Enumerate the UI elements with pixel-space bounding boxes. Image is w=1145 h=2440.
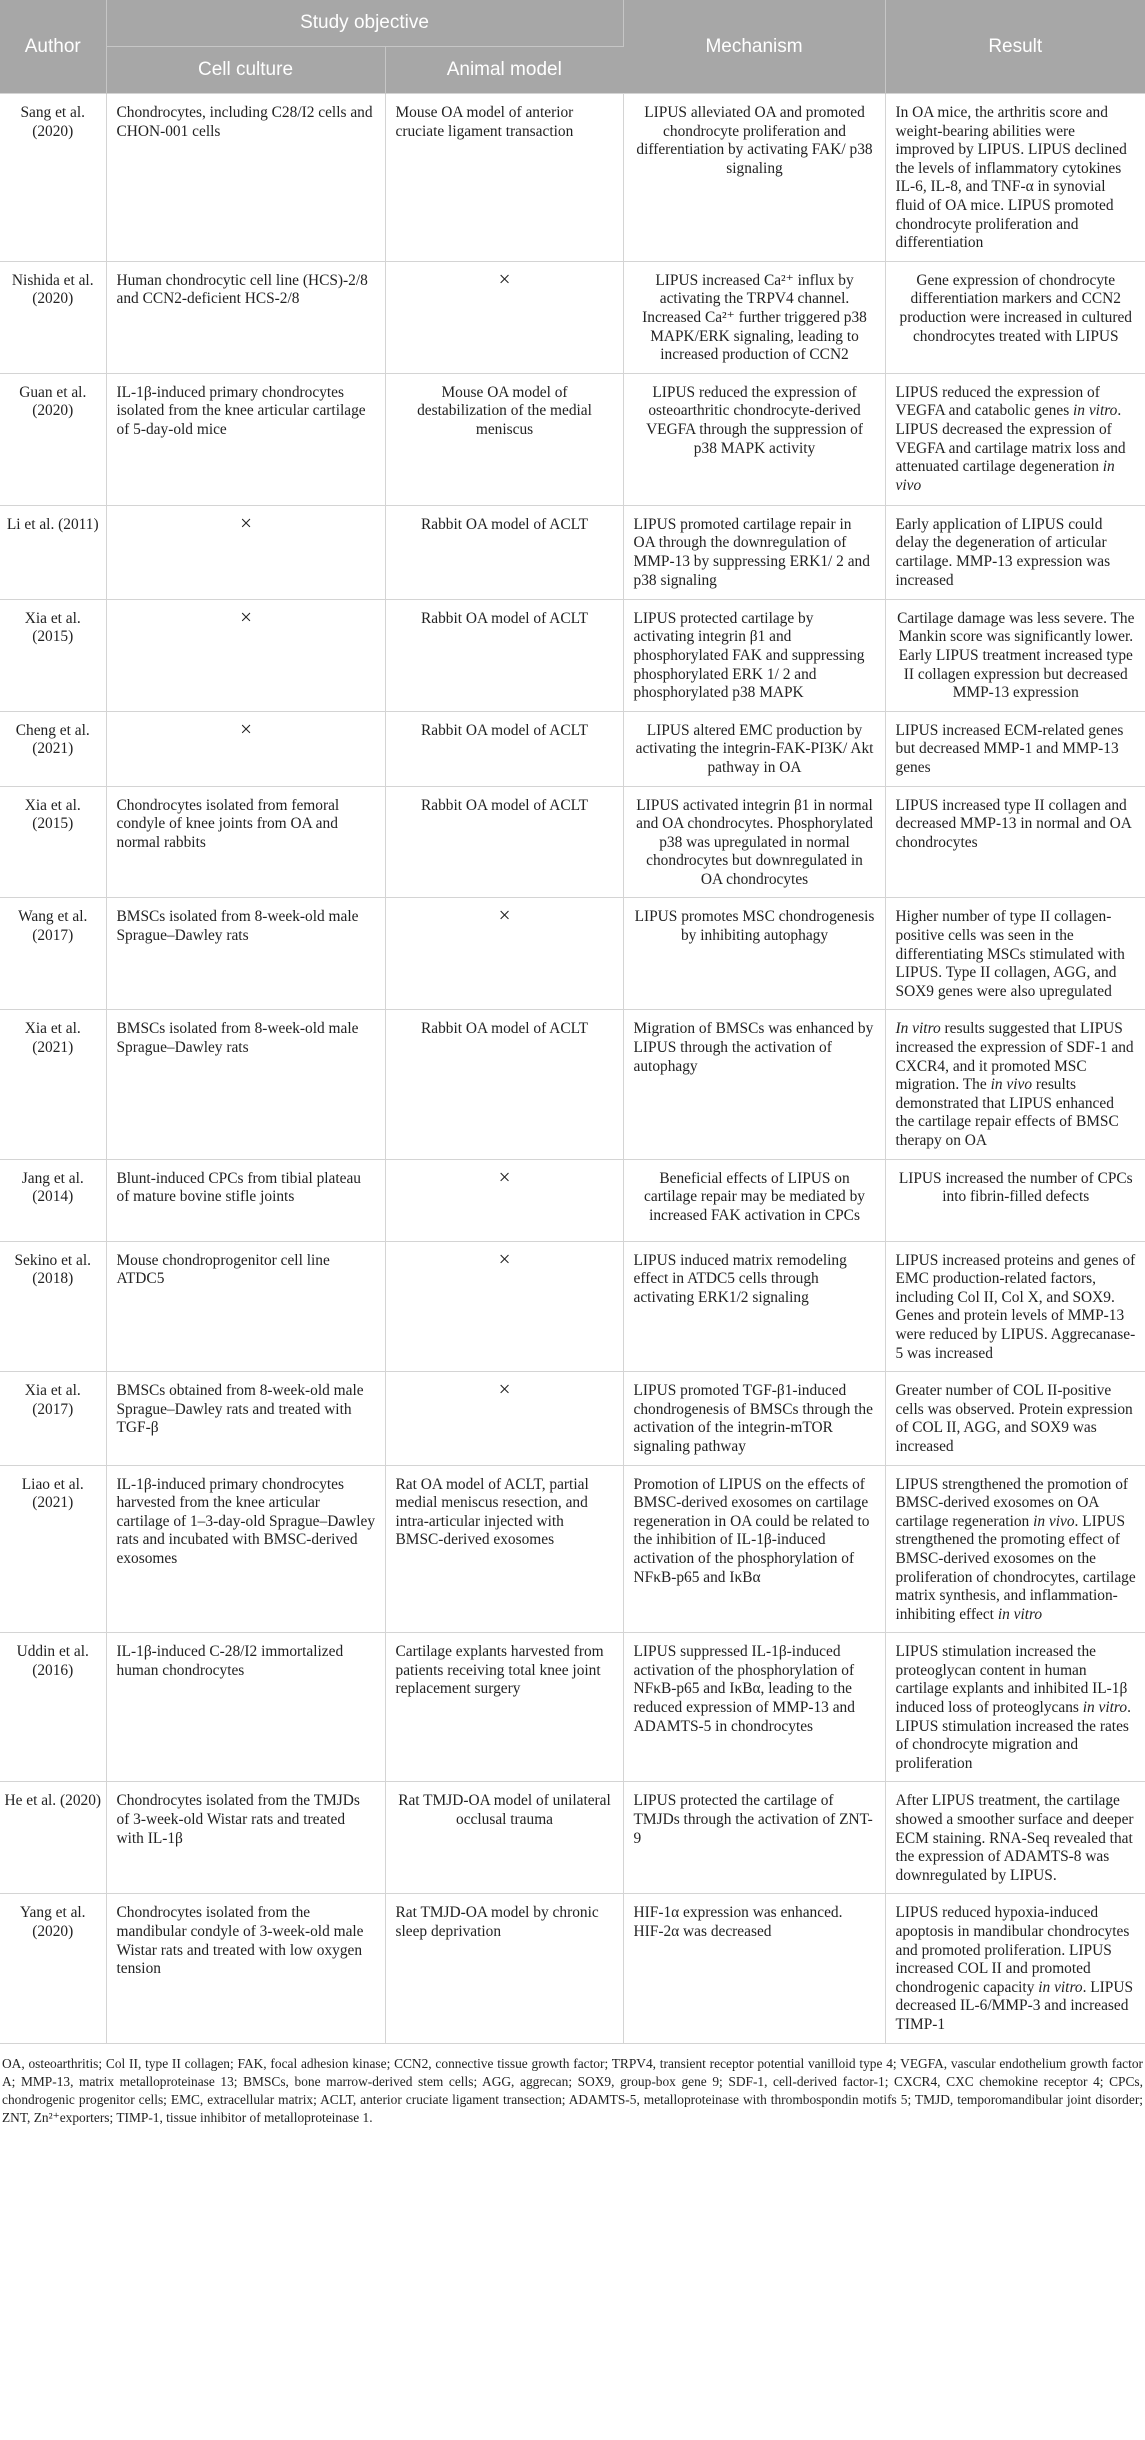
mechanism-cell: Promotion of LIPUS on the effects of BMSC-derived exosomes on cartilage regeneration in OA could be related to the inhibition of IL-1β-induced activation of the phosphorylation of NFκB-p65 and IκBα: [623, 1465, 885, 1633]
header-animal-model: Animal model: [385, 47, 623, 94]
result-cell: LIPUS increased type II collagen and decreased MMP-13 in normal and OA chondrocytes: [885, 786, 1145, 898]
cell-culture-cell: IL-1β-induced primary chondrocytes isolated from the knee articular cartilage of 5-day-old mice: [106, 373, 385, 505]
cell-culture-cell: Blunt-induced CPCs from tibial plateau of mature bovine stifle joints: [106, 1159, 385, 1241]
result-cell: Gene expression of chondrocyte differentiation markers and CCN2 production were increased in cultured chondrocytes treated with LIPUS: [885, 261, 1145, 373]
author-cell: Jang et al. (2014): [0, 1159, 106, 1241]
mechanism-cell: LIPUS activated integrin β1 in normal and OA chondrocytes. Phosphorylated p38 was upregulated in normal chondrocytes but downregulated in OA chondrocytes: [623, 786, 885, 898]
cell-culture-cell: Mouse chondroprogenitor cell line ATDC5: [106, 1241, 385, 1372]
cell-culture-cell: Chondrocytes isolated from the TMJDs of 3-week-old Wistar rats and treated with IL-1β: [106, 1782, 385, 1894]
table-row: [0, 261, 1145, 373]
author-cell: Xia et al. (2015): [0, 786, 106, 898]
mechanism-cell: Migration of BMSCs was enhanced by LIPUS through the activation of autophagy: [623, 1010, 885, 1159]
result-cell: After LIPUS treatment, the cartilage showed a smoother surface and deeper ECM staining. RNA-Seq revealed that the expression of ADAMTS-8 was downregulated by LIPUS.: [885, 1782, 1145, 1894]
table-row: [0, 505, 1145, 599]
cell-culture-cell: Chondrocytes, including C28/I2 cells and CHON-001 cells: [106, 94, 385, 262]
author-cell: Cheng et al. (2021): [0, 711, 106, 786]
cell-culture-cell: IL-1β-induced primary chondrocytes harvested from the knee articular cartilage of 1–3-day-old Sprague–Dawley rats and incubated with BMSC-derived exosomes: [106, 1465, 385, 1633]
animal-model-cell: Rat TMJD-OA model by chronic sleep deprivation: [385, 1894, 623, 2043]
author-cell: Liao et al. (2021): [0, 1465, 106, 1633]
table-row: [0, 898, 1145, 1010]
cell-culture-cell: BMSCs isolated from 8-week-old male Sprague–Dawley rats: [106, 1010, 385, 1159]
cell-culture-cell: Chondrocytes isolated from femoral condyle of knee joints from OA and normal rabbits: [106, 786, 385, 898]
result-cell: LIPUS increased the number of CPCs into fibrin-filled defects: [885, 1159, 1145, 1241]
result-cell: Cartilage damage was less severe. The Mankin score was significantly lower. Early LIPUS treatment increased type II collagen expression but decreased MMP-13 expression: [885, 599, 1145, 711]
header-study-objective: Study objective: [106, 0, 623, 47]
author-cell: He et al. (2020): [0, 1782, 106, 1894]
author-cell: Wang et al. (2017): [0, 898, 106, 1010]
animal-model-cell: Mouse OA model of anterior cruciate ligament transaction: [385, 94, 623, 262]
result-cell: LIPUS increased proteins and genes of EMC production-related factors, including Col II, Col X, and SOX9. Genes and protein levels of MMP-13 were reduced by LIPUS. Aggrecanase-5 was increased: [885, 1241, 1145, 1372]
mechanism-cell: LIPUS altered EMC production by activating the integrin-FAK-PI3K/ Akt pathway in OA: [623, 711, 885, 786]
table-row: [0, 1465, 1145, 1633]
animal-model-cell: Rat TMJD-OA model of unilateral occlusal trauma: [385, 1782, 623, 1894]
author-cell: Xia et al. (2017): [0, 1372, 106, 1465]
table-row: [0, 94, 1145, 262]
animal-model-cell: Mouse OA model of destabilization of the medial meniscus: [385, 373, 623, 505]
mechanism-cell: LIPUS promoted cartilage repair in OA through the downregulation of MMP-13 by suppressing ERK1/ 2 and p38 signaling: [623, 505, 885, 599]
not-applicable-mark: ×: [385, 261, 623, 373]
author-cell: Yang et al. (2020): [0, 1894, 106, 2043]
header-mechanism: Mechanism: [623, 0, 885, 94]
result-cell: LIPUS stimulation increased the proteoglycan content in human cartilage explants and inhibited IL-1β induced loss of proteoglycans in vitro. LIPUS stimulation increased the rates of chondrocyte migration and proliferation: [885, 1633, 1145, 1782]
mechanism-cell: LIPUS promotes MSC chondrogenesis by inhibiting autophagy: [623, 898, 885, 1010]
mechanism-cell: LIPUS increased Ca²⁺ influx by activating the TRPV4 channel. Increased Ca²⁺ further triggered p38 MAPK/ERK signaling, leading to increased production of CCN2: [623, 261, 885, 373]
author-cell: Sekino et al. (2018): [0, 1241, 106, 1372]
mechanism-cell: HIF-1α expression was enhanced. HIF-2α was decreased: [623, 1894, 885, 2043]
header-author: Author: [0, 0, 106, 94]
result-cell: LIPUS reduced the expression of VEGFA and catabolic genes in vitro. LIPUS decreased the expression of VEGFA and cartilage matrix loss and attenuated cartilage degeneration in vivo: [885, 373, 1145, 505]
cell-culture-cell: BMSCs obtained from 8-week-old male Sprague–Dawley rats and treated with TGF-β: [106, 1372, 385, 1465]
mechanism-cell: LIPUS induced matrix remodeling effect in ATDC5 cells through activating ERK1/2 signaling: [623, 1241, 885, 1372]
header-row: [0, 0, 1145, 47]
header-result: Result: [885, 0, 1145, 94]
author-cell: Uddin et al. (2016): [0, 1633, 106, 1782]
animal-model-cell: Rat OA model of ACLT, partial medial meniscus resection, and intra-articular injected with BMSC-derived exosomes: [385, 1465, 623, 1633]
result-cell: Greater number of COL II-positive cells was observed. Protein expression of COL II, AGG, and SOX9 was increased: [885, 1372, 1145, 1465]
cell-culture-cell: BMSCs isolated from 8-week-old male Sprague–Dawley rats: [106, 898, 385, 1010]
author-cell: Xia et al. (2021): [0, 1010, 106, 1159]
table-row: [0, 1372, 1145, 1465]
mechanism-cell: LIPUS protected the cartilage of TMJDs through the activation of ZNT-9: [623, 1782, 885, 1894]
mechanism-cell: Beneficial effects of LIPUS on cartilage repair may be mediated by increased FAK activation in CPCs: [623, 1159, 885, 1241]
mechanism-cell: LIPUS alleviated OA and promoted chondrocyte proliferation and differentiation by activating FAK/ p38 signaling: [623, 94, 885, 262]
author-cell: Xia et al. (2015): [0, 599, 106, 711]
table-footnote: OA, osteoarthritis; Col II, type II collagen; FAK, focal adhesion kinase; CCN2, connective tissue growth factor; TRPV4, transient receptor potential vanilloid type 4; VEGFA, vascular endothelium growth factor A; MMP-13, matrix metalloproteinase 13; BMSCs, bone marrow-derived stem cells; AGG, aggrecan; SOX9, group-box gene 9; SDF-1, cell-derived factor-1; CXCR4, CXC chemokine receptor 4; CPCs, chondrogenic progenitor cells; EMC, extracellular matrix; ACLT, anterior cruciate ligament transection; ADAMTS-5, metalloproteinase with thrombospondin motifs 5; TMJD, temporomandibular joint disorder; ZNT, Zn²⁺exporters; TIMP-1, tissue inhibitor of metalloproteinase 1.: [2, 2055, 1143, 2125]
table-row: [0, 1894, 1145, 2043]
table-row: [0, 711, 1145, 786]
animal-model-cell: Rabbit OA model of ACLT: [385, 505, 623, 599]
table-row: [0, 1010, 1145, 1159]
header-cell-culture: Cell culture: [106, 47, 385, 94]
not-applicable-mark: ×: [106, 505, 385, 599]
not-applicable-mark: ×: [106, 711, 385, 786]
author-cell: Li et al. (2011): [0, 505, 106, 599]
author-cell: Sang et al. (2020): [0, 94, 106, 262]
table-row: [0, 1633, 1145, 1782]
animal-model-cell: Rabbit OA model of ACLT: [385, 711, 623, 786]
not-applicable-mark: ×: [385, 1159, 623, 1241]
table-row: [0, 373, 1145, 505]
author-cell: Guan et al. (2020): [0, 373, 106, 505]
cell-culture-cell: Human chondrocytic cell line (HCS)-2/8 and CCN2-deficient HCS-2/8: [106, 261, 385, 373]
result-cell: LIPUS increased ECM-related genes but decreased MMP-1 and MMP-13 genes: [885, 711, 1145, 786]
result-cell: Higher number of type II collagen-positive cells was seen in the differentiating MSCs stimulated with LIPUS. Type II collagen, AGG, and SOX9 genes were also upregulated: [885, 898, 1145, 1010]
mechanism-cell: LIPUS suppressed IL-1β-induced activation of the phosphorylation of NFκB-p65 and IκBα, leading to the reduced expression of MMP-13 and ADAMTS-5 in chondrocytes: [623, 1633, 885, 1782]
cell-culture-cell: Chondrocytes isolated from the mandibular condyle of 3-week-old male Wistar rats and treated with low oxygen tension: [106, 1894, 385, 2043]
author-cell: Nishida et al. (2020): [0, 261, 106, 373]
table-row: [0, 1159, 1145, 1241]
mechanism-cell: LIPUS promoted TGF-β1-induced chondrogenesis of BMSCs through the activation of the integrin-mTOR signaling pathway: [623, 1372, 885, 1465]
animal-model-cell: Cartilage explants harvested from patients receiving total knee joint replacement surgery: [385, 1633, 623, 1782]
result-cell: LIPUS strengthened the promotion of BMSC-derived exosomes on OA cartilage regeneration in vivo. LIPUS strengthened the promoting effect of BMSC-derived exosomes on the proliferation of chondrocytes, cartilage matrix synthesis, and inflammation-inhibiting effect in vitro: [885, 1465, 1145, 1633]
result-cell: LIPUS reduced hypoxia-induced apoptosis in mandibular chondrocytes and promoted proliferation. LIPUS increased COL II and promoted chondrogenic capacity in vitro. LIPUS decreased IL-6/MMP-3 and increased TIMP-1: [885, 1894, 1145, 2043]
not-applicable-mark: ×: [385, 898, 623, 1010]
not-applicable-mark: ×: [385, 1241, 623, 1372]
table-row: [0, 599, 1145, 711]
not-applicable-mark: ×: [106, 599, 385, 711]
mechanism-cell: LIPUS protected cartilage by activating integrin β1 and phosphorylated FAK and suppressing phosphorylated ERK 1/ 2 and phosphorylated p38 MAPK: [623, 599, 885, 711]
cell-culture-cell: IL-1β-induced C-28/I2 immortalized human chondrocytes: [106, 1633, 385, 1782]
result-cell: In vitro results suggested that LIPUS increased the expression of SDF-1 and CXCR4, and it promoted MSC migration. The in vivo results demonstrated that LIPUS enhanced the cartilage repair effects of BMSC therapy on OA: [885, 1010, 1145, 1159]
animal-model-cell: Rabbit OA model of ACLT: [385, 1010, 623, 1159]
table-row: [0, 1241, 1145, 1372]
result-cell: In OA mice, the arthritis score and weight-bearing abilities were improved by LIPUS. LIPUS declined the levels of inflammatory cytokines IL-6, IL-8, and TNF-α in synovial fluid of OA mice. LIPUS promoted chondrocyte proliferation and differentiation: [885, 94, 1145, 262]
not-applicable-mark: ×: [385, 1372, 623, 1465]
result-cell: Early application of LIPUS could delay the degeneration of articular cartilage. MMP-13 expression was increased: [885, 505, 1145, 599]
mechanism-cell: LIPUS reduced the expression of osteoarthritic chondrocyte-derived VEGFA through the suppression of p38 MAPK activity: [623, 373, 885, 505]
animal-model-cell: Rabbit OA model of ACLT: [385, 599, 623, 711]
table-row: [0, 786, 1145, 898]
animal-model-cell: Rabbit OA model of ACLT: [385, 786, 623, 898]
table-row: [0, 1782, 1145, 1894]
